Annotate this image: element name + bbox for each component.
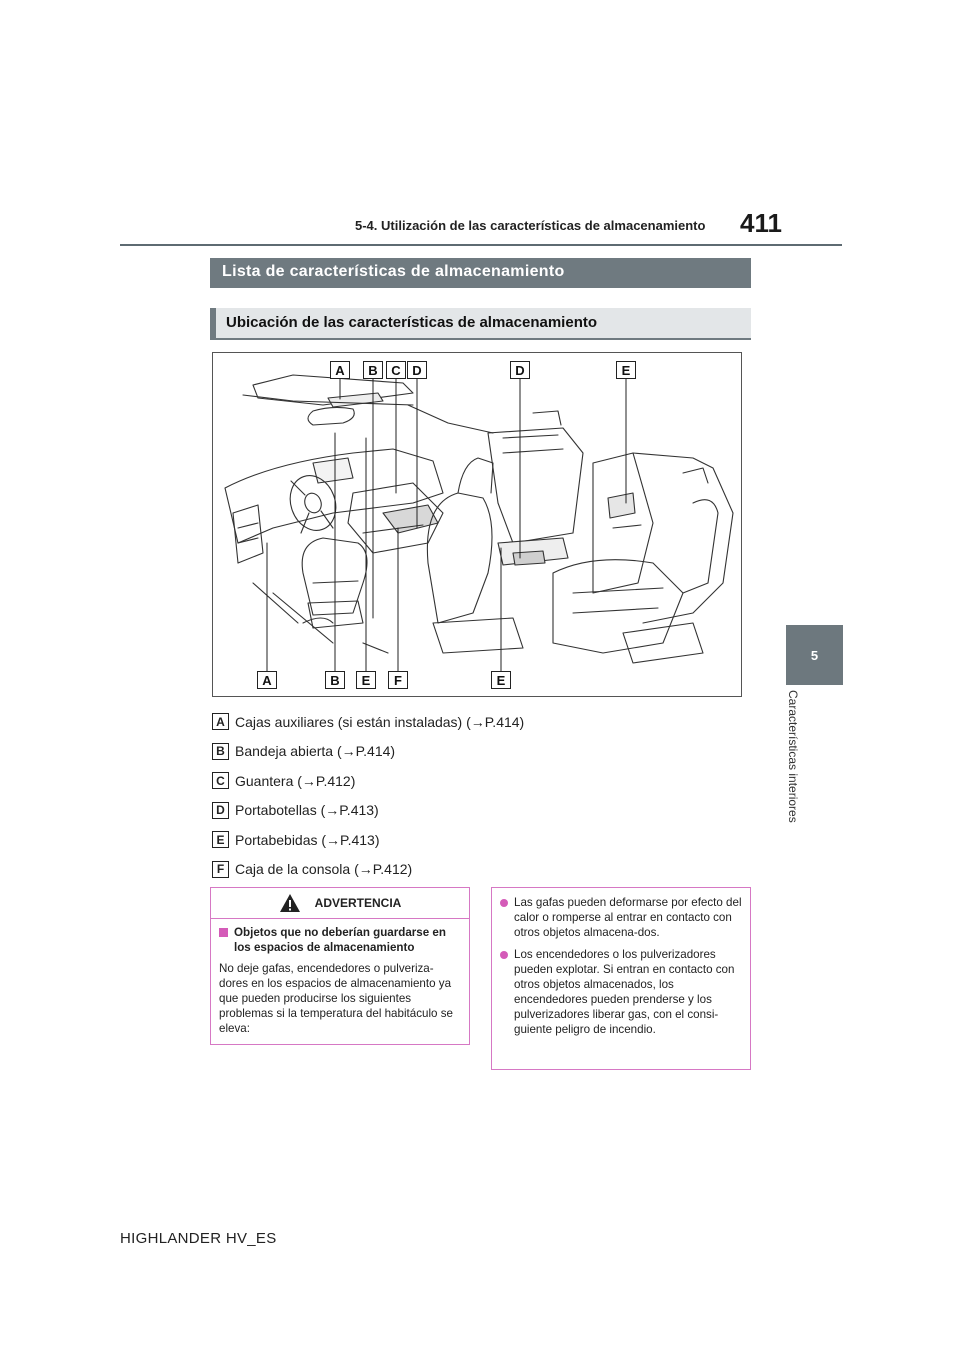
warning-triangle-icon: [279, 893, 301, 913]
warning-paragraph: No deje gafas, encendedores o pulveriza-dores en los espacios de almacenamiento ya que pueden producirse los siguientes problemas si la temperatura del habitáculo se eleva:: [219, 962, 453, 1035]
callout-e-bottom: E: [356, 671, 376, 689]
legend-item: [212, 796, 752, 826]
storage-legend: [212, 707, 752, 884]
callout-f-bottom: F: [388, 671, 408, 689]
chapter-label-container: [786, 690, 808, 840]
callout-c-top: C: [386, 361, 406, 379]
section-subtitle: Ubicación de las características de almacenamiento: [210, 308, 751, 340]
warning-heading-text: ADVERTENCIA: [314, 896, 402, 910]
warning-body: [211, 919, 469, 1042]
chapter-number: 5: [810, 647, 819, 663]
callout-e-top: E: [616, 361, 636, 379]
warning-bullet-text: Las gafas pueden deformarse por efecto del calor o romperse al entrar en contacto con otros objetos almacena-dos.: [514, 896, 742, 939]
warning-box: [210, 887, 470, 1045]
vehicle-interior-illustration: [212, 352, 742, 697]
square-bullet-icon: [219, 928, 228, 937]
warning-continuation-box: [491, 887, 751, 1070]
section-title: Lista de características de almacenamiento: [210, 258, 751, 288]
callout-d-top-rear: D: [510, 361, 530, 379]
legend-text: Bandeja abierta (→P.414): [235, 743, 396, 760]
callout-a-top: A: [330, 361, 350, 379]
callout-b-top: B: [363, 361, 383, 379]
legend-text: Portabotellas (→P.413): [235, 802, 379, 819]
callout-a-bottom: A: [257, 671, 277, 689]
chapter-label: Características interiores: [786, 690, 800, 823]
section-header: 5-4. Utilización de las características de almacenamiento: [355, 218, 706, 233]
callout-b-bottom: B: [325, 671, 345, 689]
interior-drawing: [213, 353, 741, 696]
legend-letter: C: [212, 772, 229, 789]
legend-letter: F: [212, 861, 229, 878]
warning-heading: [211, 888, 469, 919]
callout-e-bottom-rear: E: [491, 671, 511, 689]
callout-d-top: D: [407, 361, 427, 379]
warning-subheading-text: Objetos que no deberían guardarse en los espacios de almacenamiento: [234, 926, 446, 954]
legend-letter: B: [212, 743, 229, 760]
warning-bullet: [500, 895, 742, 940]
legend-text: Caja de la consola (→P.412): [235, 861, 413, 878]
chapter-tab: [786, 625, 843, 685]
warning-subheading: [219, 925, 461, 955]
legend-item: [212, 737, 752, 767]
circle-bullet-icon: [500, 951, 508, 959]
warning-bullet-text: Los encendedores o los pulverizadores pueden explotar. Si entran en contacto con otros objetos almacenados, los encendedores pueden prenderse y los pulverizadores liberar gas, con el consi-guiente peligro de incendio.: [514, 948, 735, 1036]
legend-item: [212, 766, 752, 796]
warning-bullet: [500, 947, 742, 1037]
legend-item: [212, 707, 752, 737]
legend-letter: D: [212, 802, 229, 819]
legend-letter: A: [212, 713, 229, 730]
header-divider: [120, 244, 842, 246]
footer-model: HIGHLANDER HV_ES: [120, 1230, 277, 1247]
legend-text: Cajas auxiliares (si están instaladas) (→P.414): [235, 713, 525, 730]
legend-item: [212, 855, 752, 885]
circle-bullet-icon: [500, 899, 508, 907]
legend-text: Guantera (→P.412): [235, 772, 356, 789]
page-number: 411: [740, 208, 782, 238]
legend-letter: E: [212, 831, 229, 848]
legend-item: [212, 825, 752, 855]
legend-text: Portabebidas (→P.413): [235, 831, 380, 848]
